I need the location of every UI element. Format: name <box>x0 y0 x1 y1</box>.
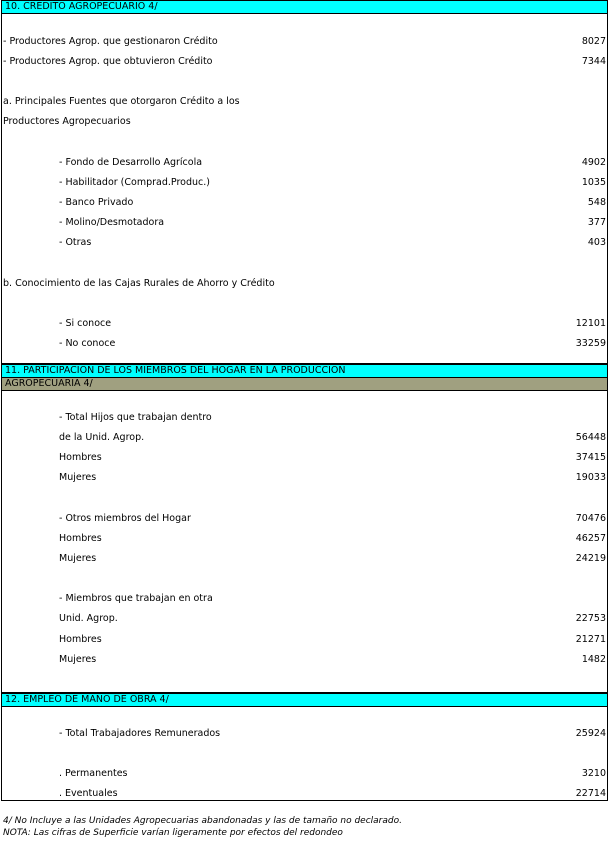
otra-mujeres-label: Mujeres <box>59 654 97 665</box>
cajas-title-row <box>1 277 608 290</box>
permanentes-row <box>1 767 608 780</box>
otros-label: - Otros miembros del Hogar <box>59 513 191 524</box>
otros-mujeres-label: Mujeres <box>59 553 97 564</box>
hijos-row <box>1 431 608 444</box>
fuente-row <box>1 216 608 229</box>
otra-row <box>1 612 608 625</box>
hijos-hombres-row <box>1 451 608 464</box>
otros-mujeres-value: 24219 <box>575 553 606 564</box>
eventuales-row <box>1 787 608 800</box>
cajas-row <box>1 317 608 330</box>
fuente-value: 548 <box>587 197 606 208</box>
fuente-row <box>1 156 608 169</box>
fuente-label: - Otras <box>59 237 92 248</box>
fuente-row <box>1 236 608 249</box>
hijos-value: 56448 <box>575 432 606 443</box>
fuente-label: - Molino/Desmotadora <box>59 217 165 228</box>
fuente-label: - Fondo de Desarrollo Agrícola <box>59 157 203 168</box>
cajas-title: b. Conocimiento de las Cajas Rurales de Ahorro y Crédito <box>3 278 275 289</box>
fuente-row <box>1 196 608 209</box>
fuentes-title-2: Productores Agropecuarios <box>3 116 131 127</box>
otra-mujeres-row <box>1 653 608 666</box>
cajas-label: - Si conoce <box>59 318 112 329</box>
fuentes-title-line-1 <box>1 95 608 108</box>
hijos-hombres-label: Hombres <box>59 452 102 463</box>
hijos-hombres-value: 37415 <box>575 452 606 463</box>
otros-hombres-label: Hombres <box>59 533 102 544</box>
total-remunerados-label: - Total Trabajadores Remunerados <box>59 728 221 739</box>
otros-hombres-row <box>1 532 608 545</box>
otra-hombres-label: Hombres <box>59 634 102 645</box>
section-11-subheader: AGROPECUARIA 4/ <box>1 378 608 391</box>
cajas-label: - No conoce <box>59 338 116 349</box>
cajas-value: 33259 <box>575 338 606 349</box>
footnote-4: 4/ No Incluye a las Unidades Agropecuarias abandonadas y las de tamaño no declarado. <box>3 816 402 826</box>
otra-hombres-value: 21271 <box>575 634 606 645</box>
fuentes-title-line-2 <box>1 115 608 128</box>
otra-label-2: Unid. Agrop. <box>59 613 118 624</box>
otra-value: 22753 <box>575 613 606 624</box>
total-remunerados-value: 25924 <box>575 728 606 739</box>
eventuales-value: 22714 <box>575 788 606 799</box>
fuente-value: 377 <box>587 217 606 228</box>
otra-title-row <box>1 592 608 605</box>
section-11-header: 11. PARTICIPACION DE LOS MIEMBROS DEL HOGAR EN LA PRODUCCION <box>1 364 608 378</box>
fuente-value: 4902 <box>581 157 606 168</box>
hijos-title-row <box>1 411 608 424</box>
permanentes-value: 3210 <box>581 768 606 779</box>
hijos-mujeres-row <box>1 471 608 484</box>
obtuvieron-value: 7344 <box>581 56 606 67</box>
fuente-value: 1035 <box>581 177 606 188</box>
fuente-value: 403 <box>587 237 606 248</box>
cajas-value: 12101 <box>575 318 606 329</box>
otra-mujeres-value: 1482 <box>581 654 606 665</box>
section-10-header: 10. CREDITO AGROPECUARIO 4/ <box>1 0 608 14</box>
eventuales-label: . Eventuales <box>59 788 118 799</box>
otra-label-1: - Miembros que trabajan en otra <box>59 593 213 604</box>
section-12-header: 12. EMPLEO DE MANO DE OBRA 4/ <box>1 693 608 707</box>
hijos-mujeres-value: 19033 <box>575 472 606 483</box>
permanentes-label: . Permanentes <box>59 768 128 779</box>
fuentes-title-1: a. Principales Fuentes que otorgaron Crédito a los <box>3 96 240 107</box>
otros-hombres-value: 46257 <box>575 533 606 544</box>
otros-mujeres-row <box>1 552 608 565</box>
otros-value: 70476 <box>575 513 606 524</box>
fuente-row <box>1 176 608 189</box>
fuente-label: - Habilitador (Comprad.Produc.) <box>59 177 210 188</box>
section-12-box <box>1 693 608 801</box>
obtuvieron-label: - Productores Agrop. que obtuvieron Crédito <box>3 56 213 67</box>
hijos-mujeres-label: Mujeres <box>59 472 97 483</box>
fuente-label: - Banco Privado <box>59 197 134 208</box>
footnote-nota: NOTA: Las cifras de Superficie varían ligeramente por efectos del redondeo <box>3 828 343 838</box>
row-gestionaron <box>1 35 608 48</box>
otra-hombres-row <box>1 633 608 646</box>
hijos-label-1: - Total Hijos que trabajan dentro <box>59 412 212 423</box>
hijos-label-2: de la Unid. Agrop. <box>59 432 145 443</box>
gestionaron-label: - Productores Agrop. que gestionaron Crédito <box>3 36 218 47</box>
gestionaron-value: 8027 <box>581 36 606 47</box>
cajas-row <box>1 337 608 350</box>
total-remunerados-row <box>1 727 608 740</box>
row-obtuvieron <box>1 55 608 68</box>
otros-row <box>1 512 608 525</box>
